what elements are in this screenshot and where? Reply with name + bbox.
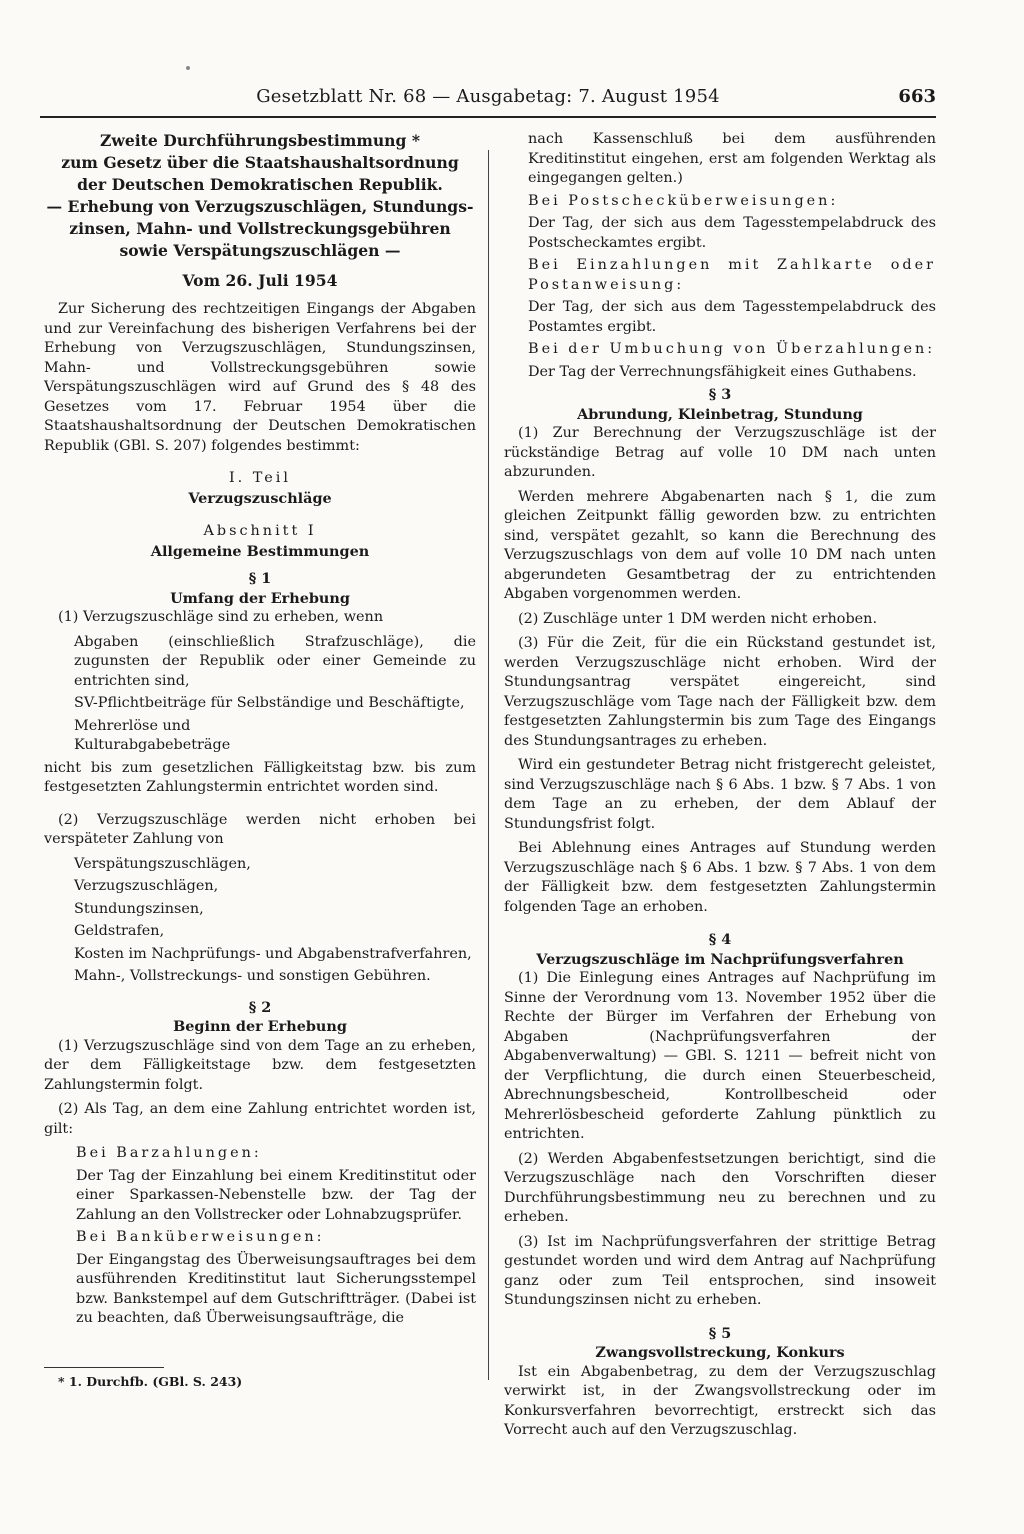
p1-intro: (1) Verzugszuschläge sind zu erheben, wenn	[58, 609, 384, 625]
case-label: Bei Einzahlungen mit Zahlkarte oder Postanweisung:	[528, 257, 936, 293]
paragraph-sign: § 1	[248, 570, 272, 587]
case-text: Der Eingangstag des Überweisungsauftrages bei dem ausführenden Kreditinstitut laut Sicherungsstempel bzw. Bankstempel auf dem Gutschriftträger. (Dabei ist zu beachten, daß Überweisungsaufträge, die	[76, 1251, 476, 1326]
part-label: I. Teil	[228, 470, 292, 486]
preamble: Zur Sicherung des rechtzeitigen Eingangs der Abgaben und zur Vereinfachung des bisherigen Verfahrens bei der Erhebung von Verzugszuschlägen, Stundungszinsen, Mahn- und Vollstreckungsgebühren sowie Verspätungszuschlägen wird auf Grund des § 48 des Gesetzes vom 17. Februar 1954 über die Staatshaushaltsordnung der Deutschen Demokratischen Republik (GBl. S. 207) folgendes bestimmt:	[44, 301, 476, 454]
heading-line: zum Gesetz über die Staatshaushaltsordnung	[61, 153, 459, 172]
list-item: SV-Pflichtbeiträge für Selbständige und Beschäftigte,	[74, 695, 465, 711]
decree-date: Vom 26. Juli 1954	[182, 271, 338, 290]
right-column	[504, 130, 936, 1446]
section-title: Allgemeine Bestimmungen	[150, 542, 370, 560]
paragraph-sign: § 2	[248, 998, 272, 1016]
p3-3: (3) Für die Zeit, für die ein Rückstand gestundet ist, werden Verzugszuschläge nicht erhoben. Wird der Stundungsantrag verspätet eingereicht, sind Verzugszuschläge vom Tage nach der Fälligkeit bzw. dem festgesetzten Zahlungstermin bis zum Tage des Eingangs des Stundungsantrages zu erheben.	[504, 635, 936, 749]
left-column	[44, 130, 476, 1332]
p1-after: nicht bis zum gesetzlichen Fälligkeitstag bzw. bis zum festgesetzten Zahlungstermin entrichtet worden sind.	[44, 759, 476, 795]
list-item: Kosten im Nachprüfungs- und Abgabenstrafverfahren,	[74, 945, 472, 962]
p3-3b: Wird ein gestundeter Betrag nicht fristgerecht geleistet, sind Verzugszuschläge nach § 6 Abs. 1 bzw. § 7 Abs. 1 von dem Tage an zu erheben, der dem Ablauf der Stundungsfrist folgt.	[504, 757, 936, 832]
footnote: * 1. Durchfb. (GBl. S. 243)	[58, 1374, 243, 1389]
list-item: Abgaben (einschließlich Strafzuschläge), die zugunsten der Republik oder einer Gemeinde zu entrichten sind,	[74, 633, 476, 689]
heading-line: Zweite Durchführungsbestimmung *	[100, 131, 420, 150]
footnote-rule	[44, 1367, 164, 1368]
decree-heading	[44, 130, 476, 262]
part-title: Verzugszuschläge	[188, 489, 332, 507]
paragraph-title: Umfang der Erhebung	[170, 589, 350, 607]
list-item: Mahn-, Vollstreckungs- und sonstigen Gebühren.	[74, 968, 431, 984]
payment-cases-cont	[504, 130, 936, 382]
case-label: Bei Barzahlungen:	[76, 1145, 262, 1161]
scan-speck	[186, 66, 190, 70]
paragraph-title: Beginn der Erhebung	[173, 1018, 347, 1035]
paragraph-sign: § 3	[708, 386, 732, 403]
page-header	[40, 86, 936, 118]
p1-2-list	[44, 855, 476, 987]
p4-3: (3) Ist im Nachprüfungsverfahren der strittige Betrag gestundet worden und wird dem Antrag auf Nachprüfung ganz oder zum Teil entsprochen, sind insoweit Stundungszinsen nicht zu erheben.	[504, 1233, 936, 1308]
case-text: nach Kassenschluß bei dem ausführenden Kreditinstitut eingehen, erst am folgenden Werktag als eingegangen gelten.)	[528, 131, 936, 186]
case-text: Der Tag der Verrechnungsfähigkeit eines Guthabens.	[528, 363, 917, 380]
p3-1: (1) Zur Berechnung der Verzugszuschläge ist der rückständige Betrag auf volle 10 DM nach unten abzurunden.	[504, 425, 936, 480]
case-text: Der Tag der Einzahlung bei einem Kreditinstitut oder einer Sparkassen-Nebenstelle bzw. der Tag der Zahlung an den Vollstrecker oder Lohnabzugsprüfer.	[76, 1167, 476, 1223]
case-text: Der Tag, der sich aus dem Tagesstempelabdruck des Postamtes ergibt.	[528, 299, 936, 335]
p1-list	[44, 633, 476, 756]
case-label: Bei der Umbuchung von Überzahlungen:	[528, 341, 936, 357]
column-divider	[488, 150, 489, 1380]
section-label: Abschnitt I	[203, 523, 317, 539]
list-item: Verspätungszuschlägen,	[74, 855, 251, 872]
list-item: Mehrerlöse und	[74, 717, 191, 734]
paragraph-title: Verzugszuschläge im Nachprüfungsverfahren	[536, 950, 904, 968]
p3-1b: Werden mehrere Abgabenarten nach § 1, die zum gleichen Zeitpunkt fällig geworden bzw. zu entrichten sind, verspätet gezahlt, so kann die Berechnung des Verzugszuschlags von dem auf volle 10 DM nach unten abgerundeten Gesamtbetrag der zu entrichtenden Abgaben vorgenommen werden.	[504, 488, 936, 602]
paragraph-sign: § 4	[708, 931, 732, 948]
p2-1: (1) Verzugszuschläge sind von dem Tage an zu erheben, der dem Fälligkeitstage bzw. dem festgesetzten Zahlungstermin folgt.	[44, 1037, 476, 1093]
paragraph-sign: § 5	[708, 1324, 732, 1342]
p4-1: (1) Die Einlegung eines Antrages auf Nachprüfung im Sinne der Verordnung vom 13. November 1952 über die Rechte der Bürger im Verfahren der Erhebung von Abgaben (Nachprüfungsverfahren der Abgabenverwaltung) — GBl. S. 1211 — befreit nicht von der Verpflichtung, die durch einen Steuerbescheid, Abrechnungsbescheid, Kontrollbescheid oder Mehrerlösbescheid geforderte Zahlung pünktlich zu entrichten.	[504, 970, 936, 1142]
list-item: Verzugszuschlägen,	[74, 878, 219, 894]
paragraph-title: Abrundung, Kleinbetrag, Stundung	[577, 405, 863, 423]
p1-2-intro: (2) Verzugszuschläge werden nicht erhoben bei verspäteter Zahlung von	[44, 811, 476, 847]
p3-3c: Bei Ablehnung eines Antrages auf Stundung werden Verzugszuschläge nach § 6 Abs. 1 bzw. § 7 Abs. 1 von dem der Fälligkeit bzw. dem festgesetzten Zahlungstermin folgenden Tage an erhoben.	[504, 840, 936, 915]
list-item: Geldstrafen,	[74, 923, 165, 939]
heading-line: — Erhebung von Verzugszuschlägen, Stundungs-	[46, 197, 474, 216]
heading-line: der Deutschen Demokratischen Republik.	[77, 175, 443, 194]
paragraph-title: Zwangsvollstreckung, Konkurs	[595, 1344, 845, 1361]
case-text: Der Tag, der sich aus dem Tagesstempelabdruck des Postscheckamtes ergibt.	[528, 215, 936, 251]
heading-line: sowie Verspätungszuschlägen —	[119, 241, 401, 260]
p4-2: (2) Werden Abgabenfestsetzungen berichtigt, sind die Verzugszuschläge nach den Vorschriften dieser Durchführungsbestimmung neu zu berechnen und zu erheben.	[504, 1150, 936, 1225]
case-label: Bei Banküberweisungen:	[76, 1229, 325, 1245]
list-item: Kulturabgabebeträge	[74, 737, 231, 753]
header-title: Gesetzblatt Nr. 68 — Ausgabetag: 7. August 1954	[256, 86, 720, 107]
case-label: Bei Postschecküberweisungen:	[528, 192, 839, 209]
heading-line: zinsen, Mahn- und Vollstreckungsgebühren	[69, 219, 451, 238]
p5-text: Ist ein Abgabenbetrag, zu dem der Verzugszuschlag verwirkt ist, in der Zwangsvollstreckung oder im Konkursverfahren bevorrechtigt, erstreckt sich das Vorrecht auch auf den Verzugszuschlag.	[504, 1363, 936, 1438]
p3-2: (2) Zuschläge unter 1 DM werden nicht erhoben.	[518, 610, 878, 627]
page-number: 663	[898, 86, 936, 107]
list-item: Stundungszinsen,	[74, 900, 204, 917]
p2-2: (2) Als Tag, an dem eine Zahlung entrichtet worden ist, gilt:	[44, 1101, 476, 1137]
payment-cases	[44, 1144, 476, 1329]
